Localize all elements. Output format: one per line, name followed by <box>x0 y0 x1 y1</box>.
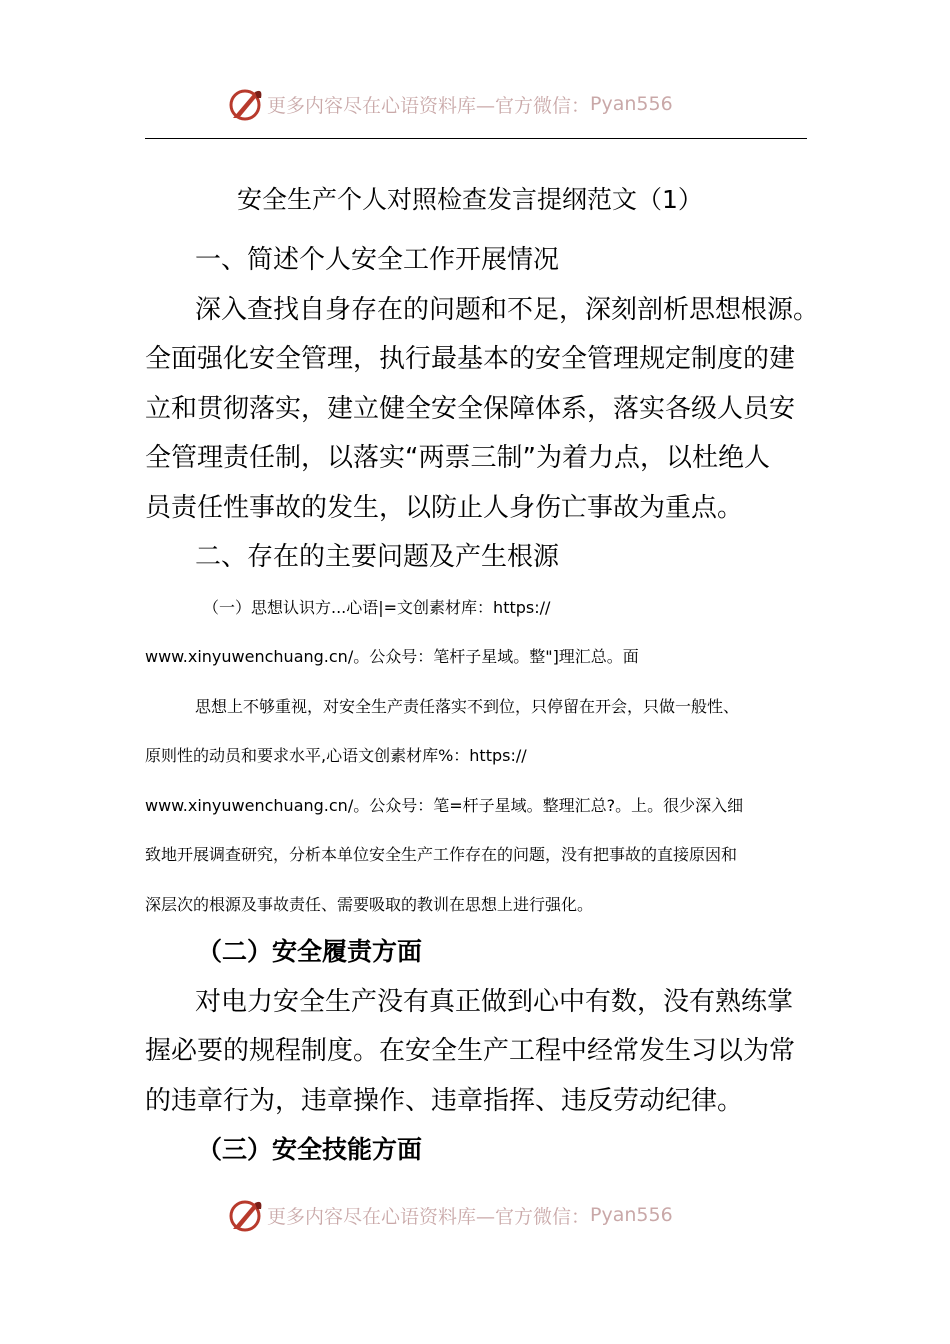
heading-2: 二、存在的主要问题及产生根源 <box>195 542 560 572</box>
banner-wechat-id: Pyan556 <box>590 93 673 115</box>
quill-logo-icon <box>225 1195 265 1235</box>
header-banner <box>225 84 785 124</box>
subheading-3: （三）安全技能方面 <box>197 1135 423 1164</box>
paragraph-line: 握必要的规程制度。在安全生产工程中经常发生习以为常 <box>145 1036 796 1066</box>
paragraph-line: 立和贯彻落实，建立健全安全保障体系，落实各级人员安 <box>145 394 796 424</box>
paragraph-line: 深入查找自身存在的问题和不足，深刻剖析思想根源。 <box>195 295 820 325</box>
paragraph-line: 全面强化安全管理，执行最基本的安全管理规定制度的建 <box>145 344 796 374</box>
paragraph-line: 对电力安全生产没有真正做到心中有数，没有熟练掌 <box>195 987 794 1017</box>
banner-wechat-id: Pyan556 <box>590 1204 673 1226</box>
small-line: （一）思想认识方...心语|=文创素材库：https:// <box>203 598 551 617</box>
paragraph-line: 的违章行为，违章操作、违章指挥、违反劳动纪律。 <box>145 1086 744 1116</box>
small-line: 深层次的根源及事故责任、需要吸取的教训在思想上进行强化。 <box>145 895 594 914</box>
heading-1: 一、简述个人安全工作开展情况 <box>195 245 560 275</box>
small-line: www.xinyuwenchuang.cn/。公众号：笔杆子星域。整"]理汇总。面 <box>145 647 639 666</box>
subheading-2: （二）安全履责方面 <box>197 937 423 966</box>
small-line: 致地开展调查研究，分析本单位安全生产工作存在的问题，没有把事故的直接原因和 <box>145 845 738 864</box>
quill-logo-icon <box>225 84 265 124</box>
small-line: www.xinyuwenchuang.cn/。公众号：笔=杆子星域。整理汇总?。上。很少深入细 <box>145 796 744 815</box>
banner-text: 更多内容尽在心语资料库—官方微信： <box>267 94 591 117</box>
banner-text: 更多内容尽在心语资料库—官方微信： <box>267 1205 591 1228</box>
page-title: 安全生产个人对照检查发言提纲范文（1） <box>237 185 703 214</box>
small-line: 思想上不够重视，对安全生产责任落实不到位，只停留在开会，只做一般性、 <box>195 697 740 716</box>
paragraph-line: 员责任性事故的发生，以防止人身伤亡事故为重点。 <box>145 493 744 523</box>
header-divider <box>145 138 807 139</box>
paragraph-line: 全管理责任制，以落实“两票三制”为着力点，以杜绝人 <box>145 443 770 473</box>
footer-banner <box>225 1195 785 1235</box>
small-line: 原则性的动员和要求水平,心语文创素材库%：https:// <box>145 746 527 765</box>
